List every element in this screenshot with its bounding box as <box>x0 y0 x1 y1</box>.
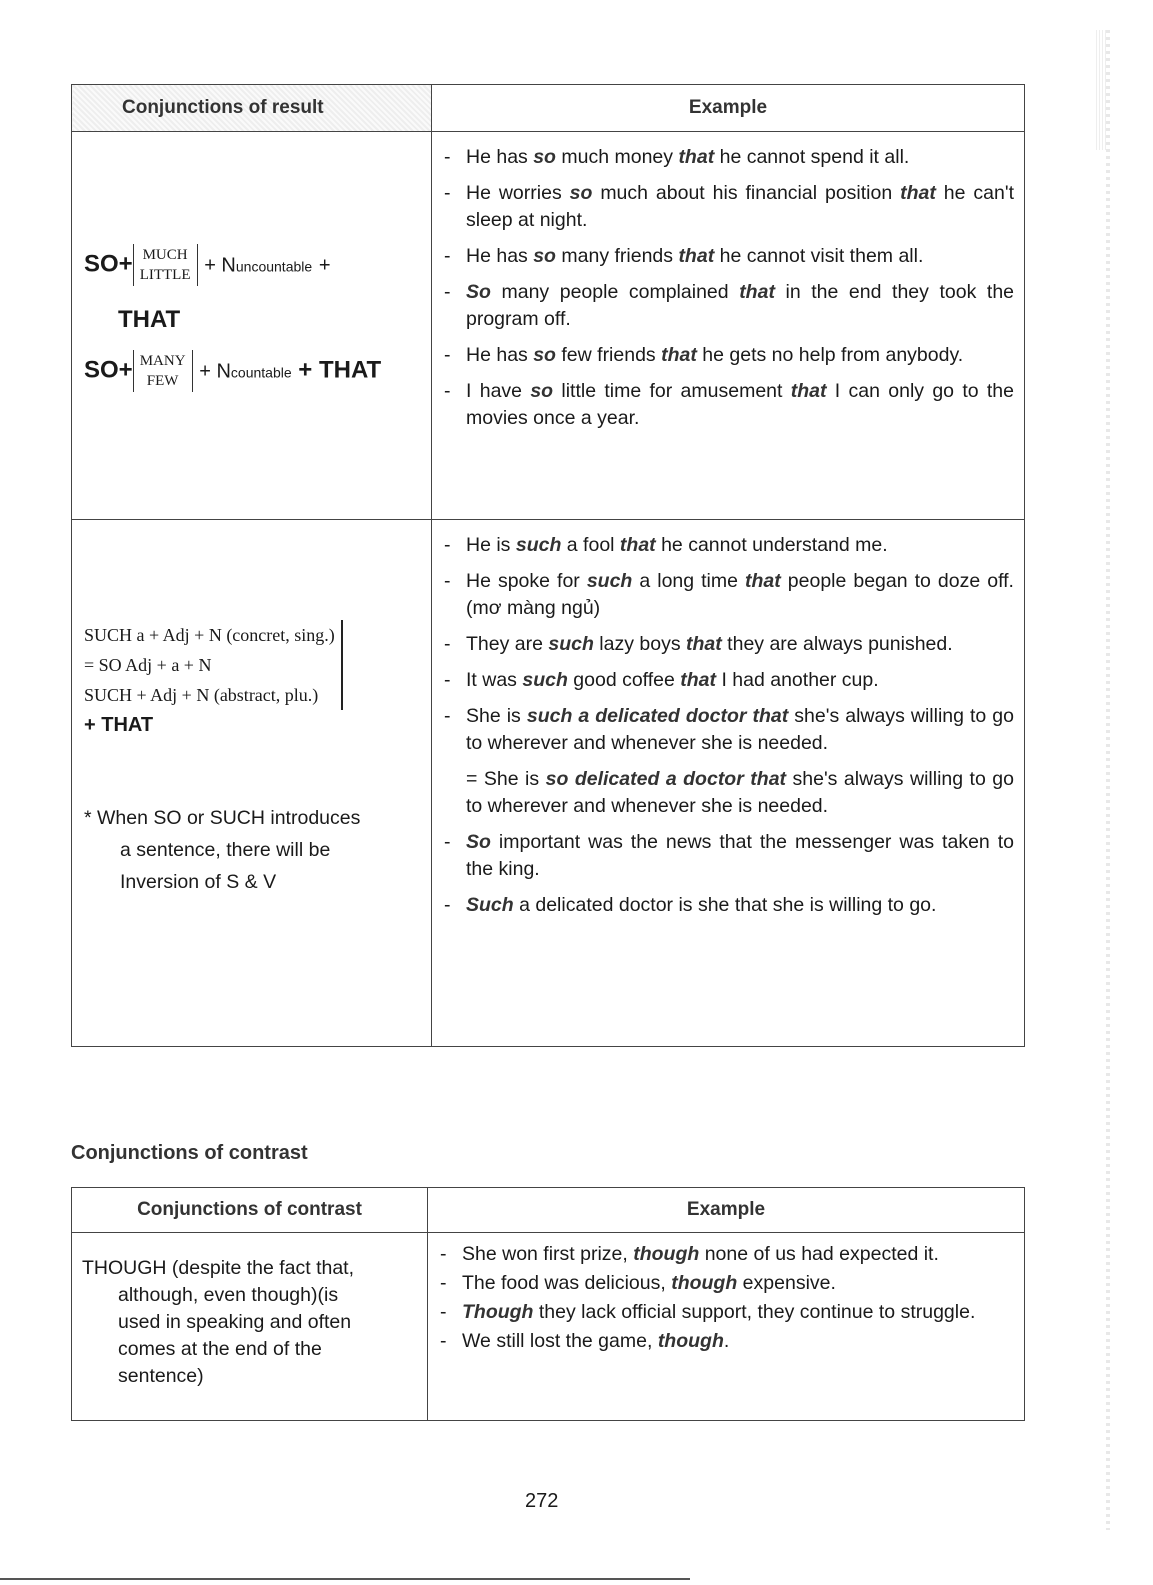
result-header-right: Example <box>432 85 1025 132</box>
example-item: - They are such lazy boys that they are always punished. <box>444 631 1014 658</box>
so-formula-cell <box>72 132 432 520</box>
example-item: - He is such a fool that he cannot understand me. <box>444 532 1014 559</box>
contrast-table <box>71 1187 1025 1421</box>
emphasized-keyword: that <box>739 281 775 303</box>
so-much-little-formula: SO+ MUCH LITTLE + Nuncountable + <box>84 244 331 286</box>
such-line-1: SUCH a + Adj + N (concret, sing.) <box>84 625 335 645</box>
example-item: - Such a delicated doctor is she that she is willing to go. <box>444 892 1014 919</box>
emphasized-keyword: that <box>680 669 717 691</box>
example-item: - He has so much money that he cannot spend it all. <box>444 144 1014 171</box>
emphasized-keyword: so <box>533 245 556 267</box>
example-item: = She is so delicated a doctor that she's always willing to go to wherever and whenever she is needed. <box>466 768 1014 817</box>
plus-that-label: + THAT <box>84 714 154 736</box>
that-label: THAT <box>118 306 181 333</box>
such-formula-box <box>84 620 343 710</box>
contrast-header-left: Conjunctions of contrast <box>72 1188 428 1233</box>
emphasized-keyword: so delicated a doctor <box>545 768 744 790</box>
emphasized-keyword: that <box>678 146 715 168</box>
example-item: - I have so little time for amusement that I can only go to the movies once a year. <box>444 378 1014 432</box>
emphasized-keyword: though <box>633 1243 700 1265</box>
inversion-note: * When SO or SUCH introduces a sentence, there will be Inversion of S & V <box>84 807 361 893</box>
result-table <box>71 84 1025 1047</box>
example-item: - She won first prize, though none of us had expected it. <box>440 1241 1014 1268</box>
emphasized-keyword: that <box>790 380 827 402</box>
emphasized-keyword: though <box>671 1272 738 1294</box>
page-bottom-rule <box>0 1578 690 1580</box>
such-examples-list <box>432 520 1024 936</box>
bracket-many-few: MANY FEW <box>133 350 193 392</box>
example-item: - Though they lack official support, they continue to struggle. <box>440 1299 1014 1326</box>
emphasized-keyword: such <box>515 534 562 556</box>
so-many-few-formula: SO+ MANY FEW + Ncountable + THAT <box>84 350 381 392</box>
emphasized-keyword: that <box>900 182 936 204</box>
emphasized-keyword: So <box>466 831 491 853</box>
emphasized-keyword: so <box>533 344 556 366</box>
emphasized-keyword: that <box>678 245 715 267</box>
emphasized-keyword: that <box>661 344 697 366</box>
emphasized-keyword: So <box>466 281 491 303</box>
result-header-left: Conjunctions of result <box>72 85 432 132</box>
emphasized-keyword: that <box>745 570 781 592</box>
example-item: - He worries so much about his financial position that he can't sleep at night. <box>444 180 1014 234</box>
such-formula-cell <box>72 520 432 1047</box>
emphasized-keyword: so <box>530 380 554 402</box>
emphasized-keyword: that <box>752 705 789 727</box>
contrast-section-title: Conjunctions of contrast <box>71 1142 308 1164</box>
example-item: - The food was delicious, though expensive. <box>440 1270 1014 1297</box>
emphasized-keyword: so <box>569 182 593 204</box>
emphasized-keyword: though <box>657 1330 724 1352</box>
emphasized-keyword: such <box>548 633 594 655</box>
example-item: - He spoke for such a long time that people began to doze off. (mơ màng ngủ) <box>444 568 1014 622</box>
example-item: - It was such good coffee that I had another cup. <box>444 667 1014 694</box>
contrast-header-right: Example <box>428 1188 1025 1233</box>
scan-noise <box>1096 30 1106 150</box>
example-item: - He has so many friends that he cannot visit them all. <box>444 243 1014 270</box>
example-item: - So important was the news that the messenger was taken to the king. <box>444 829 1014 883</box>
scan-edge <box>1106 30 1110 1530</box>
emphasized-keyword: Such <box>466 894 514 916</box>
though-examples-list <box>428 1233 1024 1365</box>
example-item: - She is such a delicated doctor that she's always willing to go to wherever and whenever she is needed. <box>444 703 1014 757</box>
example-item: - So many people complained that in the end they took the program off. <box>444 279 1014 333</box>
emphasized-keyword: such <box>522 669 568 691</box>
such-line-3: SUCH + Adj + N (abstract, plu.) <box>84 685 319 705</box>
though-definition-cell: THOUGH (despite the fact that, although, even though)(is used in speaking and often comes at the end of the sentence) <box>72 1233 428 1421</box>
emphasized-keyword: that <box>686 633 722 655</box>
such-examples-cell <box>432 520 1025 1047</box>
emphasized-keyword: such <box>586 570 633 592</box>
though-examples-cell <box>428 1233 1025 1421</box>
page-number: 272 <box>525 1490 559 1512</box>
example-item: - He has so few friends that he gets no help from anybody. <box>444 342 1014 369</box>
emphasized-keyword: that <box>750 768 787 790</box>
emphasized-keyword: such a delicated doctor <box>526 705 747 727</box>
example-item: - We still lost the game, though. <box>440 1328 1014 1355</box>
emphasized-keyword: Though <box>462 1301 534 1323</box>
so-examples-cell <box>432 132 1025 520</box>
such-line-2: = SO Adj + a + N <box>84 655 212 675</box>
emphasized-keyword: that <box>619 534 656 556</box>
so-examples-list <box>432 132 1024 449</box>
emphasized-keyword: so <box>533 146 556 168</box>
bracket-much-little: MUCH LITTLE <box>133 244 198 286</box>
